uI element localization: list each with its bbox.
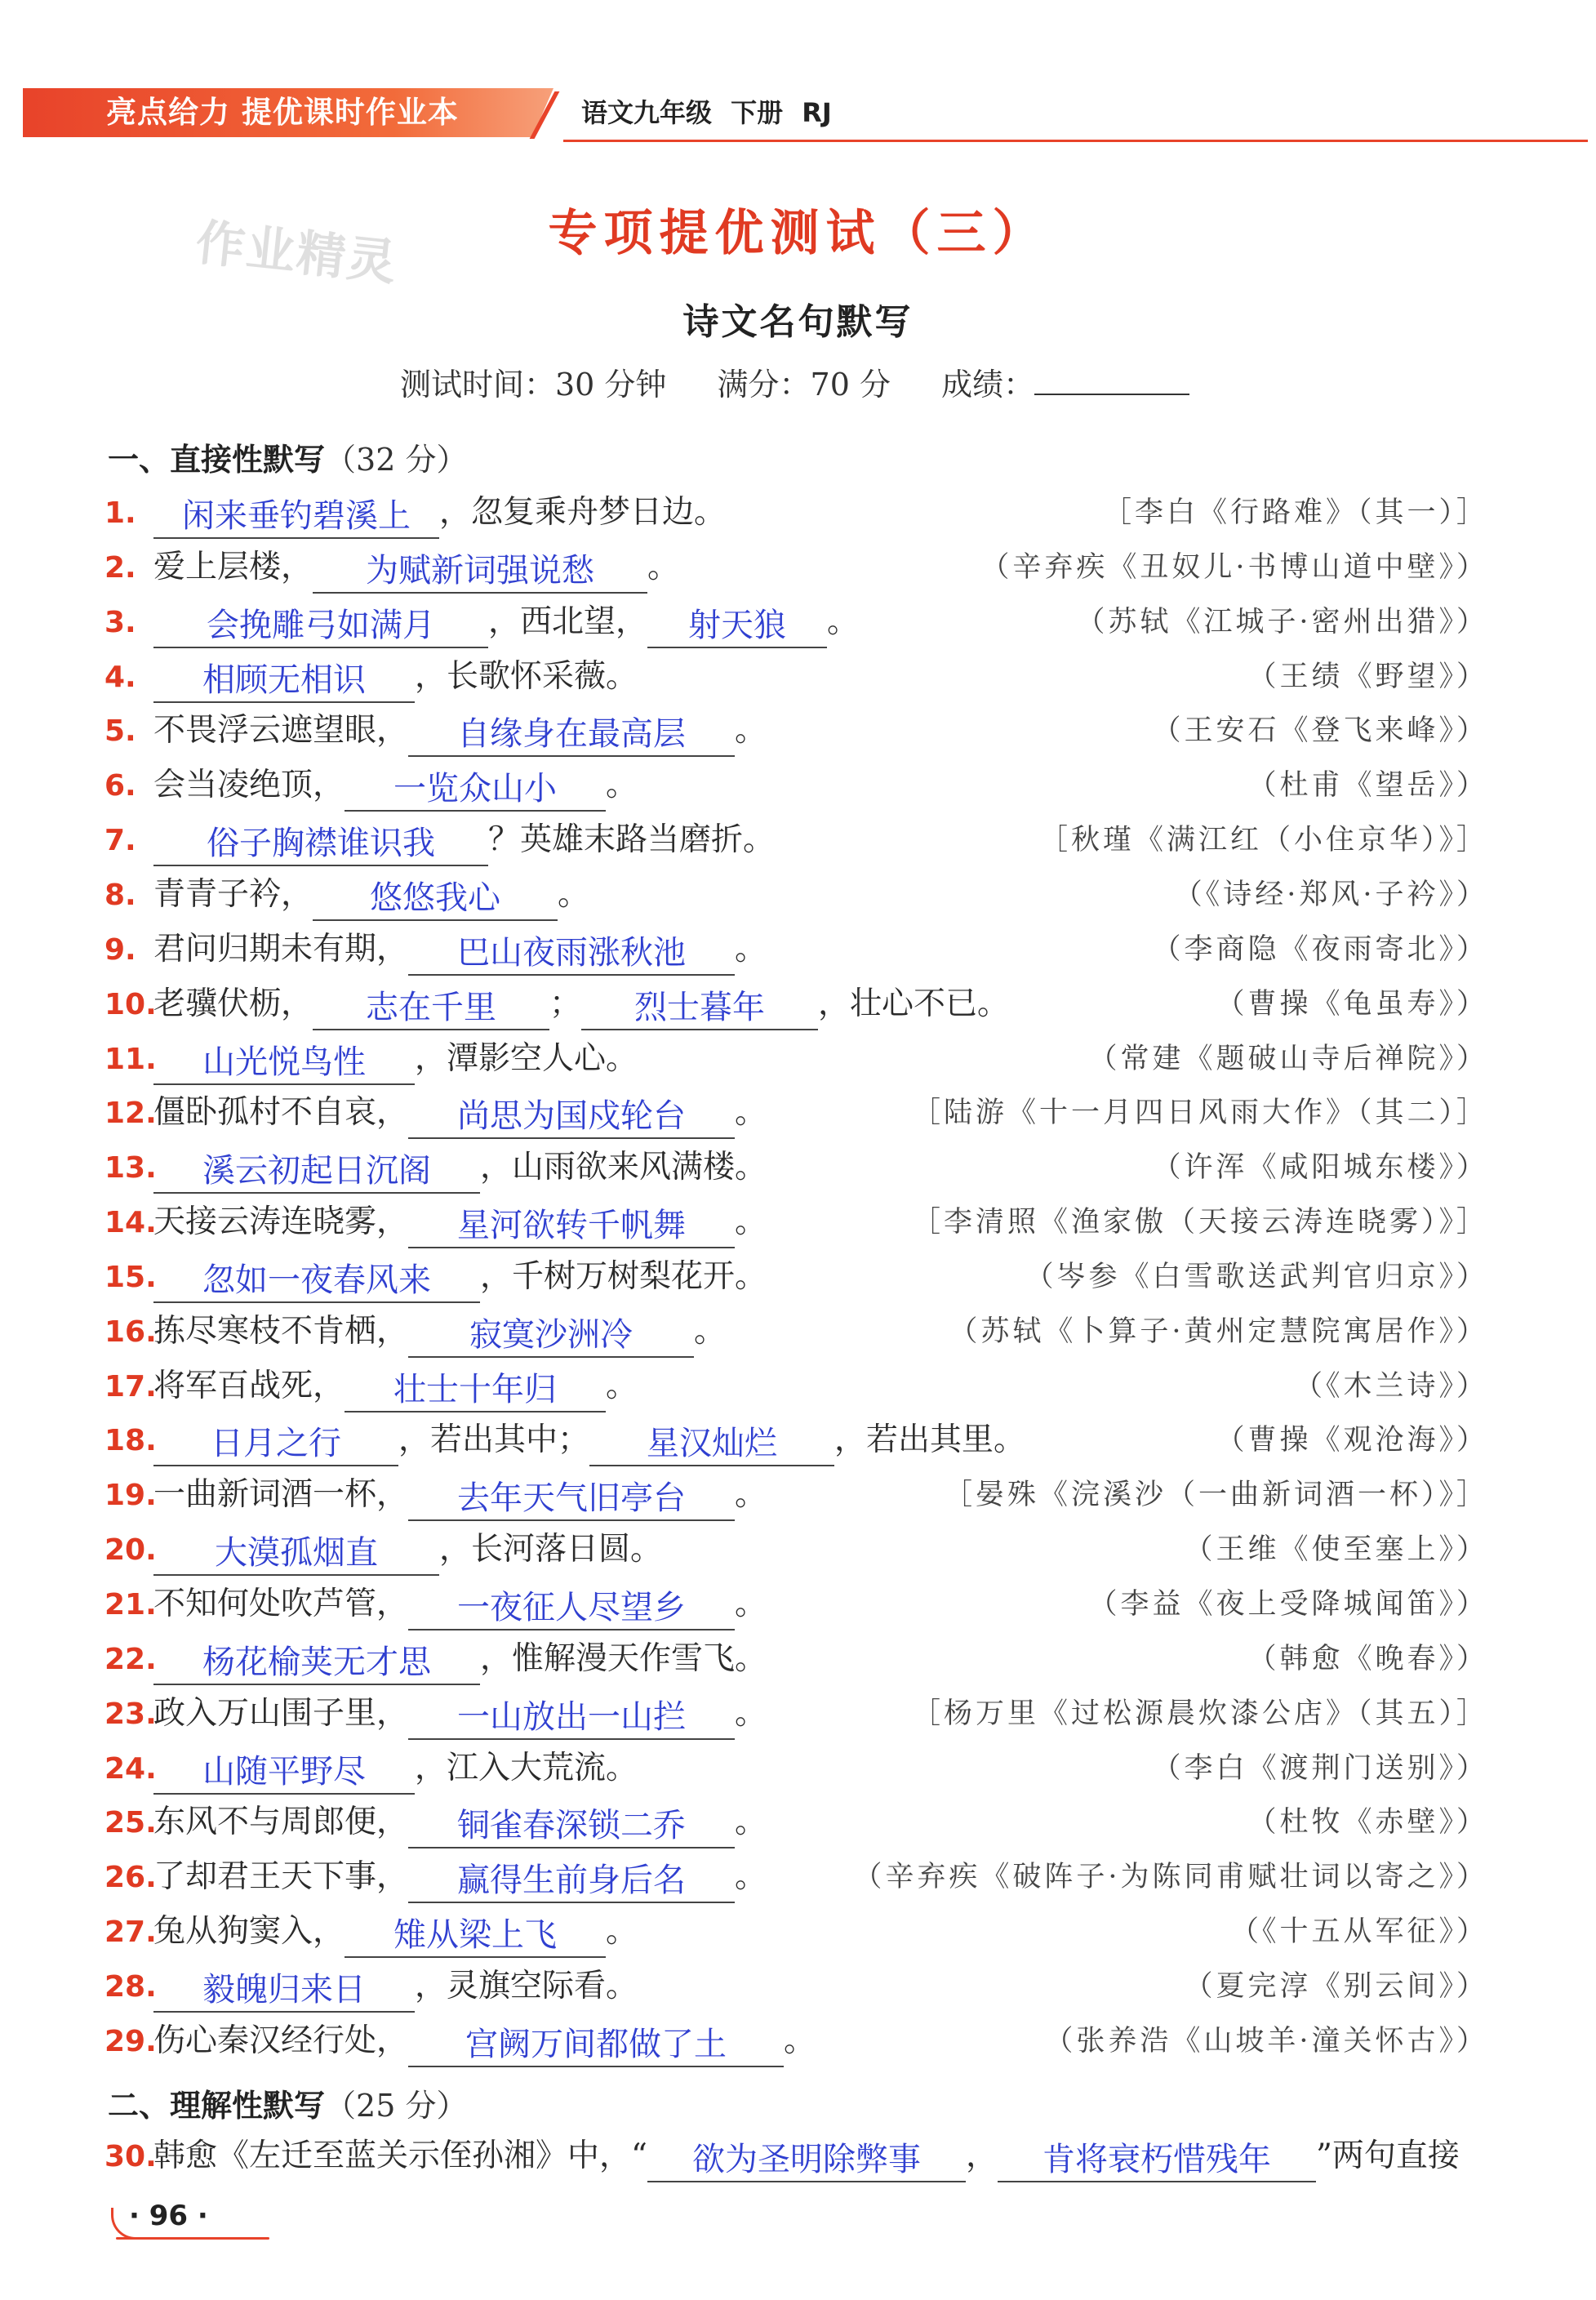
question-text: 。 <box>735 1804 767 1840</box>
answer-blank[interactable]: 宫阙万间都做了土 <box>408 2023 784 2067</box>
question-text: ，潭影空人心。 <box>415 1040 638 1077</box>
question-number: 22. <box>104 1643 157 1676</box>
page-number-rule <box>116 2237 269 2240</box>
question-source: ［陆游《十一月四日风雨大作》（其二）］ <box>911 1097 1488 1129</box>
question-source: （《诗经·郑风·子衿》） <box>1173 879 1488 911</box>
watermark: 作业精灵 <box>193 214 401 292</box>
question-source: ［晏殊《浣溪沙（一曲新词酒一杯）》］ <box>943 1479 1488 1511</box>
answer-blank[interactable]: 山光悦鸟性 <box>153 1041 415 1085</box>
question-number: 9. <box>104 933 136 967</box>
question-source: （王安石《登飞来峰》） <box>1152 714 1488 747</box>
question-number: 18. <box>104 1424 157 1457</box>
question-text: ，长歌怀采薇。 <box>415 658 638 695</box>
question-text: 将军百战死， <box>153 1368 345 1404</box>
question-source: （《十五从军征》） <box>1229 1915 1488 1948</box>
question-text: 。 <box>606 767 638 803</box>
question-text: 伤心秦汉经行处， <box>153 2022 409 2059</box>
question-source: （常建《题破山寺后禅院》） <box>1088 1043 1488 1075</box>
answer-blank[interactable]: 山随平野尽 <box>153 1751 415 1795</box>
question-text: 。 <box>735 1094 767 1131</box>
question-source: （苏轼《江城子·密州出猎》） <box>1076 606 1488 638</box>
question-text: 。 <box>735 1695 767 1732</box>
question-text: 爱上层楼， <box>153 549 313 585</box>
question-text: 老骥伏枥， <box>153 985 313 1022</box>
question-text: 一曲新词酒一杯， <box>153 1476 409 1513</box>
question-source: （夏完淳《别云间》） <box>1184 1970 1488 2003</box>
question-text: ，若出其中； <box>398 1421 590 1458</box>
question-text: 不畏浮云遮望眼， <box>153 712 409 749</box>
question-number: 8. <box>104 879 136 912</box>
question-source: ［杨万里《过松源晨炊漆公店》（其五）］ <box>911 1697 1488 1730</box>
answer-blank[interactable]: 毅魄归来日 <box>153 1969 415 2013</box>
question-text: 。 <box>558 876 590 913</box>
answer-blank[interactable]: 铜雀春深锁二乔 <box>408 1804 735 1848</box>
answer-blank[interactable]: 会挽雕弓如满月 <box>153 604 488 648</box>
answer-blank[interactable]: 雉从梁上飞 <box>345 1914 606 1958</box>
test-score-label: 成绩： <box>941 367 1035 403</box>
question-text: ，山雨欲来风满楼。 <box>480 1149 767 1186</box>
question-source: （张养浩《山坡羊·潼关怀古》） <box>1044 2025 1488 2058</box>
answer-blank[interactable]: 杨花榆荚无才思 <box>153 1641 480 1685</box>
page-number: · 96 · <box>129 2200 208 2232</box>
question-text: 。 <box>606 1913 638 1950</box>
answer-blank[interactable]: 日月之行 <box>153 1422 398 1466</box>
question-number: 29. <box>104 2025 157 2058</box>
answer-blank[interactable]: 射天狼 <box>647 604 827 648</box>
question-text: 。 <box>735 1203 767 1240</box>
question-number: 5. <box>104 714 136 748</box>
question-text: 韩愈《左迁至蓝关示侄孙湘》中，“ <box>153 2138 647 2174</box>
answer-blank[interactable]: 赢得生前身后名 <box>408 1859 735 1903</box>
question-source: （《木兰诗》） <box>1293 1370 1488 1403</box>
answer-blank[interactable]: 肯将衰朽惜残年 <box>998 2138 1316 2182</box>
question-text: 拣尽寒枝不肯栖， <box>153 1313 409 1350</box>
question-number: 14. <box>104 1206 157 1239</box>
question-source: （李商隐《夜雨寄北》） <box>1152 933 1488 966</box>
question-number: 24. <box>104 1752 157 1786</box>
question-text: 天接云涛连晓雾， <box>153 1203 409 1240</box>
answer-blank[interactable]: 溪云初起日沉阁 <box>153 1150 480 1194</box>
question-source: （李白《渡荆门送别》） <box>1152 1752 1488 1785</box>
answer-blank[interactable]: 相顾无相识 <box>153 659 415 703</box>
answer-blank[interactable]: 志在千里 <box>313 986 549 1030</box>
question-text: ？英雄末路当磨折。 <box>488 821 776 858</box>
section-one-points: （32 分） <box>325 442 468 478</box>
question-source: （岑参《白雪歌送武判官归京》） <box>1025 1261 1488 1293</box>
question-number: 27. <box>104 1915 157 1949</box>
question-text: 政入万山围子里， <box>153 1695 409 1732</box>
question-30 <box>104 2131 1492 2182</box>
question-text: ，江入大荒流。 <box>415 1750 638 1786</box>
section-one-label: 一、直接性默写 <box>108 442 326 478</box>
question-source: （韩愈《晚春》） <box>1247 1643 1488 1675</box>
question-text: ，灵旗空际看。 <box>415 1968 638 2004</box>
question-source: （曹操《观沧海》） <box>1216 1424 1488 1457</box>
question-source: （杜牧《赤壁》） <box>1247 1806 1488 1839</box>
answer-blank[interactable]: 寂寞沙洲冷 <box>408 1314 694 1358</box>
test-time: 测试时间：30 分钟 <box>400 367 667 403</box>
question-row <box>104 1361 1492 1412</box>
question-number: 12. <box>104 1097 157 1130</box>
question-number: 2. <box>104 551 136 585</box>
question-number: 28. <box>104 1970 157 2004</box>
question-number: 26. <box>104 1861 157 1894</box>
question-text: 。 <box>735 1586 767 1622</box>
question-text: ，惟解漫天作雪飞。 <box>480 1640 767 1677</box>
question-text: 青青子衿， <box>153 876 313 913</box>
answer-blank[interactable]: 为赋新词强说愁 <box>313 549 647 594</box>
question-number: 17. <box>104 1370 157 1404</box>
question-text: 。 <box>647 549 680 585</box>
section-two-label: 二、理解性默写 <box>108 2088 326 2124</box>
question-text: 兔从狗窦入， <box>153 1913 345 1950</box>
question-number: 3. <box>104 606 136 639</box>
answer-blank[interactable]: 星河欲转千帆舞 <box>408 1204 735 1248</box>
answer-blank[interactable]: 尚思为国戍轮台 <box>408 1095 735 1139</box>
question-text: 。 <box>694 1313 727 1350</box>
section-two-heading <box>108 2080 467 2125</box>
question-number: 19. <box>104 1479 157 1512</box>
question-text: ，长河落日圆。 <box>439 1531 663 1568</box>
question-number: 6. <box>104 769 136 803</box>
question-source: （苏轼《卜算子·黄州定慧院寓居作》） <box>949 1315 1488 1348</box>
answer-blank[interactable]: 一夜征人尽望乡 <box>408 1586 735 1630</box>
answer-blank[interactable]: 巴山夜雨涨秋池 <box>408 932 735 976</box>
question-number: 21. <box>104 1588 157 1622</box>
question-number: 1. <box>104 496 136 530</box>
question-text: 会当凌绝顶， <box>153 767 345 803</box>
question-text: 。 <box>827 603 860 640</box>
answer-blank[interactable]: 闲来垂钓碧溪上 <box>153 495 439 539</box>
answer-blank[interactable]: 忽如一夜春风来 <box>153 1259 480 1303</box>
section-two-points: （25 分） <box>325 2088 468 2124</box>
question-text: ，千树万树梨花开。 <box>480 1258 767 1295</box>
test-info <box>400 359 1230 404</box>
answer-blank[interactable]: 欲为圣明除弊事 <box>647 2138 966 2182</box>
question-text: 僵卧孤村不自哀， <box>153 1094 409 1131</box>
question-number: 11. <box>104 1043 157 1076</box>
question-text: 。 <box>735 931 767 968</box>
question-number: 23. <box>104 1697 157 1731</box>
question-source: （王绩《野望》） <box>1247 661 1488 693</box>
answer-blank[interactable]: 烈士暮年 <box>581 986 818 1030</box>
question-text: 。 <box>735 1858 767 1895</box>
question-number: 7. <box>104 824 136 857</box>
header-book-info: 语文九年级 下册 RJ <box>581 97 832 128</box>
answer-blank[interactable]: 一山放出一山拦 <box>408 1696 735 1740</box>
question-text: 君问归期未有期， <box>153 931 409 968</box>
test-full-score: 满分：70 分 <box>717 367 891 403</box>
question-text: 。 <box>735 1476 767 1513</box>
header-rule <box>563 140 1588 142</box>
answer-blank[interactable]: 星汉灿烂 <box>589 1422 834 1466</box>
question-source: （李益《夜上受降城闻笛》） <box>1088 1588 1488 1621</box>
question-source: ［李白《行路难》（其一）］ <box>1102 496 1488 529</box>
answer-blank[interactable]: 去年天气旧亭台 <box>408 1477 735 1521</box>
page-title: 专项提优测试（三） <box>548 205 1048 262</box>
question-text: ，忽复乘舟梦日边。 <box>439 494 727 531</box>
answer-blank[interactable]: 大漠孤烟直 <box>153 1532 439 1576</box>
question-source: （王维《使至塞上》） <box>1184 1533 1488 1566</box>
answer-blank[interactable]: 俗子胸襟谁识我 <box>153 822 488 866</box>
question-number: 4. <box>104 661 136 694</box>
answer-blank[interactable]: 一览众山小 <box>345 767 606 812</box>
question-text: ，西北望， <box>488 603 648 640</box>
question-source: （许浑《咸阳城东楼》） <box>1152 1151 1488 1184</box>
section-one-heading <box>108 434 467 479</box>
header-band-title: 亮点给力 提优课时作业本 <box>106 95 459 130</box>
question-text: ”两句直接 <box>1315 2138 1460 2174</box>
question-text: ； <box>549 985 582 1022</box>
question-source: ［秋瑾《满江红（小住京华）》］ <box>1038 824 1488 856</box>
question-number: 30. <box>104 2140 157 2173</box>
question-text: 。 <box>735 712 767 749</box>
question-source: （曹操《龟虽寿》） <box>1216 988 1488 1021</box>
page-subtitle: 诗文名句默写 <box>682 301 914 343</box>
question-source: （辛弃疾《破阵子·为陈同甫赋壮词以寄之》） <box>853 1861 1488 1893</box>
question-text: 不知何处吹芦管， <box>153 1586 409 1622</box>
question-source: ［李清照《渔家傲（天接云涛连晓雾）》］ <box>911 1206 1488 1239</box>
question-source: （杜甫《望岳》） <box>1247 769 1488 802</box>
question-text: 。 <box>606 1368 638 1404</box>
question-number: 10. <box>104 988 157 1021</box>
question-text: 了却君王天下事， <box>153 1858 409 1895</box>
question-text: ， <box>965 2138 998 2174</box>
question-text: 。 <box>784 2022 816 2059</box>
question-text: ，若出其里。 <box>834 1421 1026 1458</box>
question-source: （辛弃疾《丑奴儿·书博山道中壁》） <box>980 551 1488 584</box>
question-text: ，壮心不已。 <box>818 985 1010 1022</box>
question-number: 25. <box>104 1806 157 1840</box>
answer-blank[interactable]: 自缘身在最高层 <box>408 713 735 757</box>
answer-blank[interactable]: 悠悠我心 <box>313 877 558 921</box>
question-number: 20. <box>104 1533 157 1567</box>
answer-blank[interactable]: 壮士十年归 <box>345 1368 606 1412</box>
question-number: 16. <box>104 1315 157 1349</box>
question-number: 15. <box>104 1261 157 1294</box>
question-text: 东风不与周郎便， <box>153 1804 409 1840</box>
score-blank[interactable] <box>1034 371 1189 395</box>
question-number: 13. <box>104 1151 157 1185</box>
